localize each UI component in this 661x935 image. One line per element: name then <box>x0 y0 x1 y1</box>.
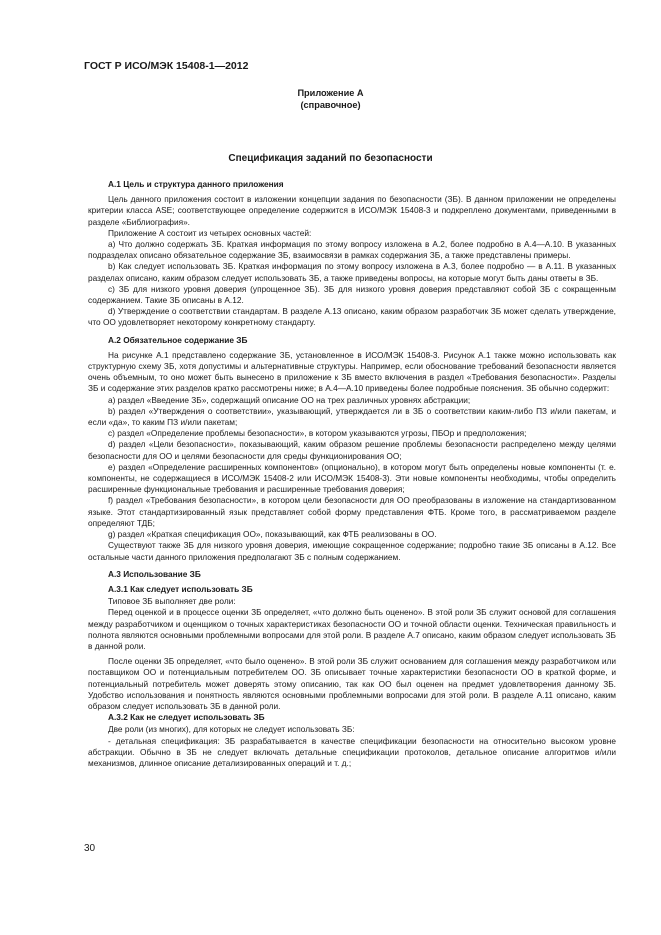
list-item: f) раздел «Требования безопасности», в котором цели безопасности для ОО преобразованы в изложение на стандартизованном языке. Этот стандартизированный язык представляет собой форму представления ФТБ. Кроме того, в рассматриваемом разделе определяют ТДБ; <box>88 495 616 528</box>
paragraph: На рисунке А.1 представлено содержание ЗБ, установленное в ИСО/МЭК 15408-3. Рисунок А.1 также можно использовать как структурную схему ЗБ, хотя допустимы и альтернативные структуры. Например, если обоснование требований безопасности является очень объемным, то оно может быть вынесено в приложение к ЗБ вместо включения в раздел «Требования безопасности». Разделы ЗБ и содержание этих разделов кратко рассмотрены ниже; в А.4—А.10 приведены более подробные пояснения. ЗБ обычно содержит: <box>88 349 616 394</box>
paragraph: Цель данного приложения состоит в изложении концепции задания по безопасности (ЗБ). В данном приложении не определены критерии класса ASE; соответствующее определение содержится в ИСО/МЭК 15408-3 и подкреплено документами, приведенными в разделе «Библиография». <box>88 194 616 227</box>
list-item: d) Утверждение о соответствии стандартам. В разделе А.13 описано, каким образом разработчик ЗБ может сделать утверждение, что ОО удовлетворяет некоторому конкретному стандарту. <box>88 306 616 328</box>
list-item: a) Что должно содержать ЗБ. Краткая информация по этому вопросу изложена в А.2, более подробно в А.4—А.10. В указанных подразделах описано обязательное содержание ЗБ, взаимосвязи в рамках содержания ЗБ, а также представлены примеры. <box>88 239 616 261</box>
paragraph: Перед оценкой и в процессе оценки ЗБ определяет, «что должно быть оценено». В этой роли ЗБ служит основой для соглашения между разработчиком и оценщиком о точных характеристиках безопасности ОО и точной области оценки. Техническая правильность и полнота являются основными проблемными вопросами для этой роли. В разделе А.7 описано, каким образом следует использовать ЗБ в данной роли. <box>88 607 616 651</box>
list-item: b) раздел «Утверждения о соответствии», указывающий, утверждается ли в ЗБ о соответствии каким-либо ПЗ и/или пакетам, и если «да», то каким ПЗ и/или пакетам; <box>88 405 616 428</box>
subsection-a31-heading: А.3.1 Как следует использовать ЗБ <box>108 583 253 594</box>
list-item: c) раздел «Определение проблемы безопасности», в котором указываются угрозы, ПБОр и предположения; <box>108 428 527 439</box>
paragraph: Две роли (из многих), для которых не следует использовать ЗБ: <box>108 724 355 735</box>
list-item: a) раздел «Введение ЗБ», содержащий описание ОО на трех различных уровнях абстракции; <box>108 394 471 405</box>
list-item: e) раздел «Определение расширенных компонентов» (опционально), в котором могут быть определены новые компоненты (т. е. компоненты, не содержащиеся в ИСО/МЭК 15408-2 или ИСО/МЭК 15408-3). Эти новые компоненты необходимы, чтобы определить расширенные функциональные требования и расширенные требования доверия; <box>88 461 616 495</box>
page-number: 30 <box>84 843 96 854</box>
paragraph: - детальная спецификация: ЗБ разрабатывается в качестве спецификации безопасности на относительно высоком уровне абстракции. Обычно в ЗБ не следует включать детальные спецификации протоколов, детальное описание алгоритмов и/или механизмов, длинное описание детализированных операций и т. д.; <box>88 735 616 768</box>
main-title: Спецификация заданий по безопасности <box>228 153 433 164</box>
document-header: ГОСТ Р ИСО/МЭК 15408-1—2012 <box>84 60 249 72</box>
list-item: g) раздел «Краткая спецификация ОО», показывающий, как ФТБ реализованы в ОО. <box>108 529 437 540</box>
document-body <box>88 179 616 769</box>
paragraph: Существуют также ЗБ для низкого уровня доверия, имеющие сокращенное содержание; подробно такие ЗБ описаны в А.12. Все остальные части данного приложения предполагают ЗБ с полным содержанием. <box>88 540 616 562</box>
subsection-a32-heading: А.3.2 Как не следует использовать ЗБ <box>108 712 265 723</box>
paragraph: После оценки ЗБ определяет, «что было оценено». В этой роли ЗБ служит основанием для соглашения между разработчиком или поставщиком ОО и потенциальным потребителем ОО. ЗБ описывает точные характеристики безопасности ОО в краткой форме, и потенциальный потребитель может доверять этому описанию, так как ОО был оценен на предмет удовлетворения данному ЗБ. Удобство использования и понятность являются основными проблемными вопросами для этой роли. В разделе А.11 описано, каким образом следует использовать ЗБ в данной роли. <box>88 656 616 711</box>
list-item: c) ЗБ для низкого уровня доверия (упрощенное ЗБ). ЗБ для низкого уровня доверия представляют собой ЗБ с сокращенным содержанием. Такие ЗБ описаны в А.12. <box>88 283 616 306</box>
section-a2-heading: А.2 Обязательное содержание ЗБ <box>108 334 248 345</box>
appendix-subtitle: (справочное) <box>300 100 361 110</box>
section-a1-heading: А.1 Цель и структура данного приложения <box>108 179 284 189</box>
appendix-title: Приложение А <box>297 88 364 98</box>
section-a3-heading: А.3 Использование ЗБ <box>108 568 201 579</box>
paragraph: Приложение А состоит из четырех основных частей: <box>108 227 312 238</box>
list-item: d) раздел «Цели безопасности», показывающий, каким образом решение проблемы безопасности распределено между целями безопасности для ОО и целями безопасности для среды функционирования ОО; <box>88 439 616 461</box>
paragraph: Типовое ЗБ выполняет две роли: <box>108 596 236 607</box>
list-item: b) Как следует использовать ЗБ. Краткая информация по этому вопросу изложена в А.3, более подробно — в А.11. В указанных разделах описано, каким образом следует использовать ЗБ, а также приведены вопросы, на которые могут быть даны ответы в ЗБ. <box>88 261 616 283</box>
